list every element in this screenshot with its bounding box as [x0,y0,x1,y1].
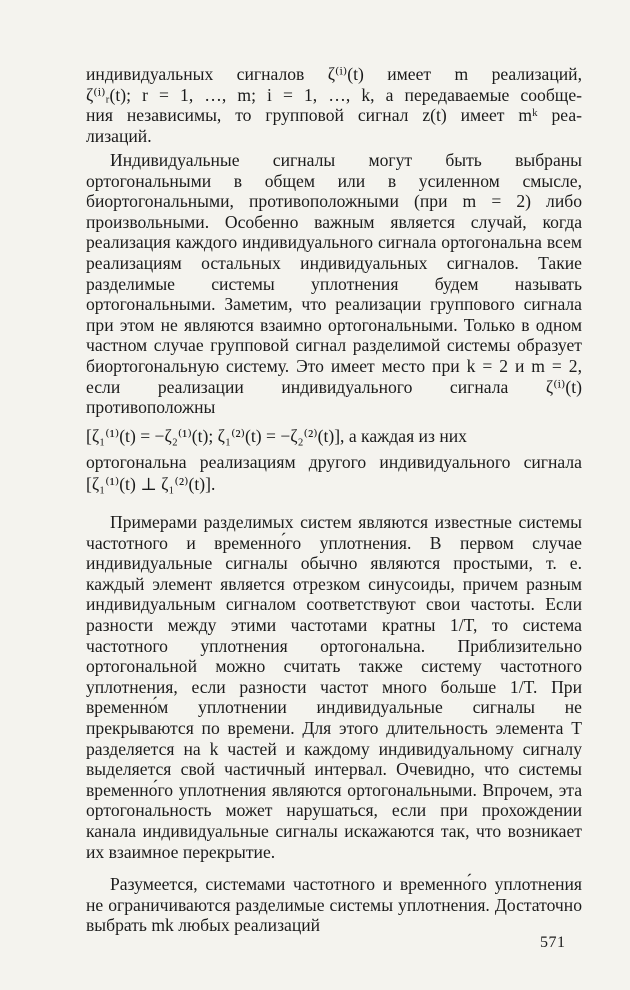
page-number: 571 [540,934,566,951]
text-line: индивидуальных сигналов ζ⁽ⁱ⁾(t) имеет m реализаций, [86,64,582,84]
paragraph-3 [86,512,582,862]
text-line: ортогональна реализациям другого индивидуального сигнала [86,451,582,472]
text-line: ζ⁽ⁱ⁾ᵣ(t); r = 1, …, m; i = 1, …, k, а передаваемые сообще- [86,84,582,105]
paragraph-4 [86,874,582,936]
formula-opposite-realizations: [ζ₁⁽¹⁾(t) = −ζ₂⁽¹⁾(t); ζ₁⁽²⁾(t) = −ζ₂⁽²⁾(t)], а каждая из них [86,425,467,446]
paragraph-2 [86,150,582,496]
text-line: лизаций. [86,125,152,146]
text-line: ния независимы, то групповой сигнал z(t) имеет mᵏ реа- [86,105,582,126]
paragraph-2-text: Индивидуальные сигналы могут быть выбраны ортогональными в общем или в усиленном смысле, биортогональными, противоположными (при m = 2) либо произвольными. Особенно важным является случай, когда реализация каждого индивидуального сигнала ортогональна всем реализациям остальных индивидуальных сигналов. Такие разделимые системы уплотнения будем называть ортогональными. Заметим, что реализации группового сигнала при этом не являются взаимно ортогональными. Только в одном частном случае групповой сигнал разделимой системы образует биортогональную систему. Это имеет место при k = 2 и m = 2, если реализации индивидуального сигнала ζ⁽ⁱ⁾(t) противоположны [86,150,582,418]
paragraph-4-text: Разумеется, системами частотного и временно́го уплотнения не ограничиваются разделимые системы уплотнения. Достаточно выбрать mk любых реализаций [86,874,582,936]
paragraph-1 [86,64,582,146]
formula-orthogonality: [ζ₁⁽¹⁾(t) ⊥ ζ₁⁽²⁾(t)]. [86,474,216,495]
paragraph-3-text: Примерами разделимых систем являются известные системы частотного и временно́го уплотнения. В первом случае индивидуальные сигналы обычно являются простыми, т. е. каждый элемент является отрезком синусоиды, причем разным индивидуальным сигналом соответствуют свои частоты. Если разности между этими частотами кратны 1/T, то система частотного уплотнения ортогональна. Приблизительно ортогональной можно считать также систему частотного уплотнения, если разности частот много больше 1/T. При временно́м уплотнении индивидуальные сигналы не прекрываются по времени. Для этого длительность элемента T разделяется на k частей и каждому индивидуальному сигналу выделяется свой частичный интервал. Очевидно, что системы временно́го уплотнения являются ортогональными. Впрочем, эта ортогональность может нарушаться, если при прохождении канала индивидуальные сигналы искажаются так, что возникает их взаимное перекрытие. [86,512,582,862]
